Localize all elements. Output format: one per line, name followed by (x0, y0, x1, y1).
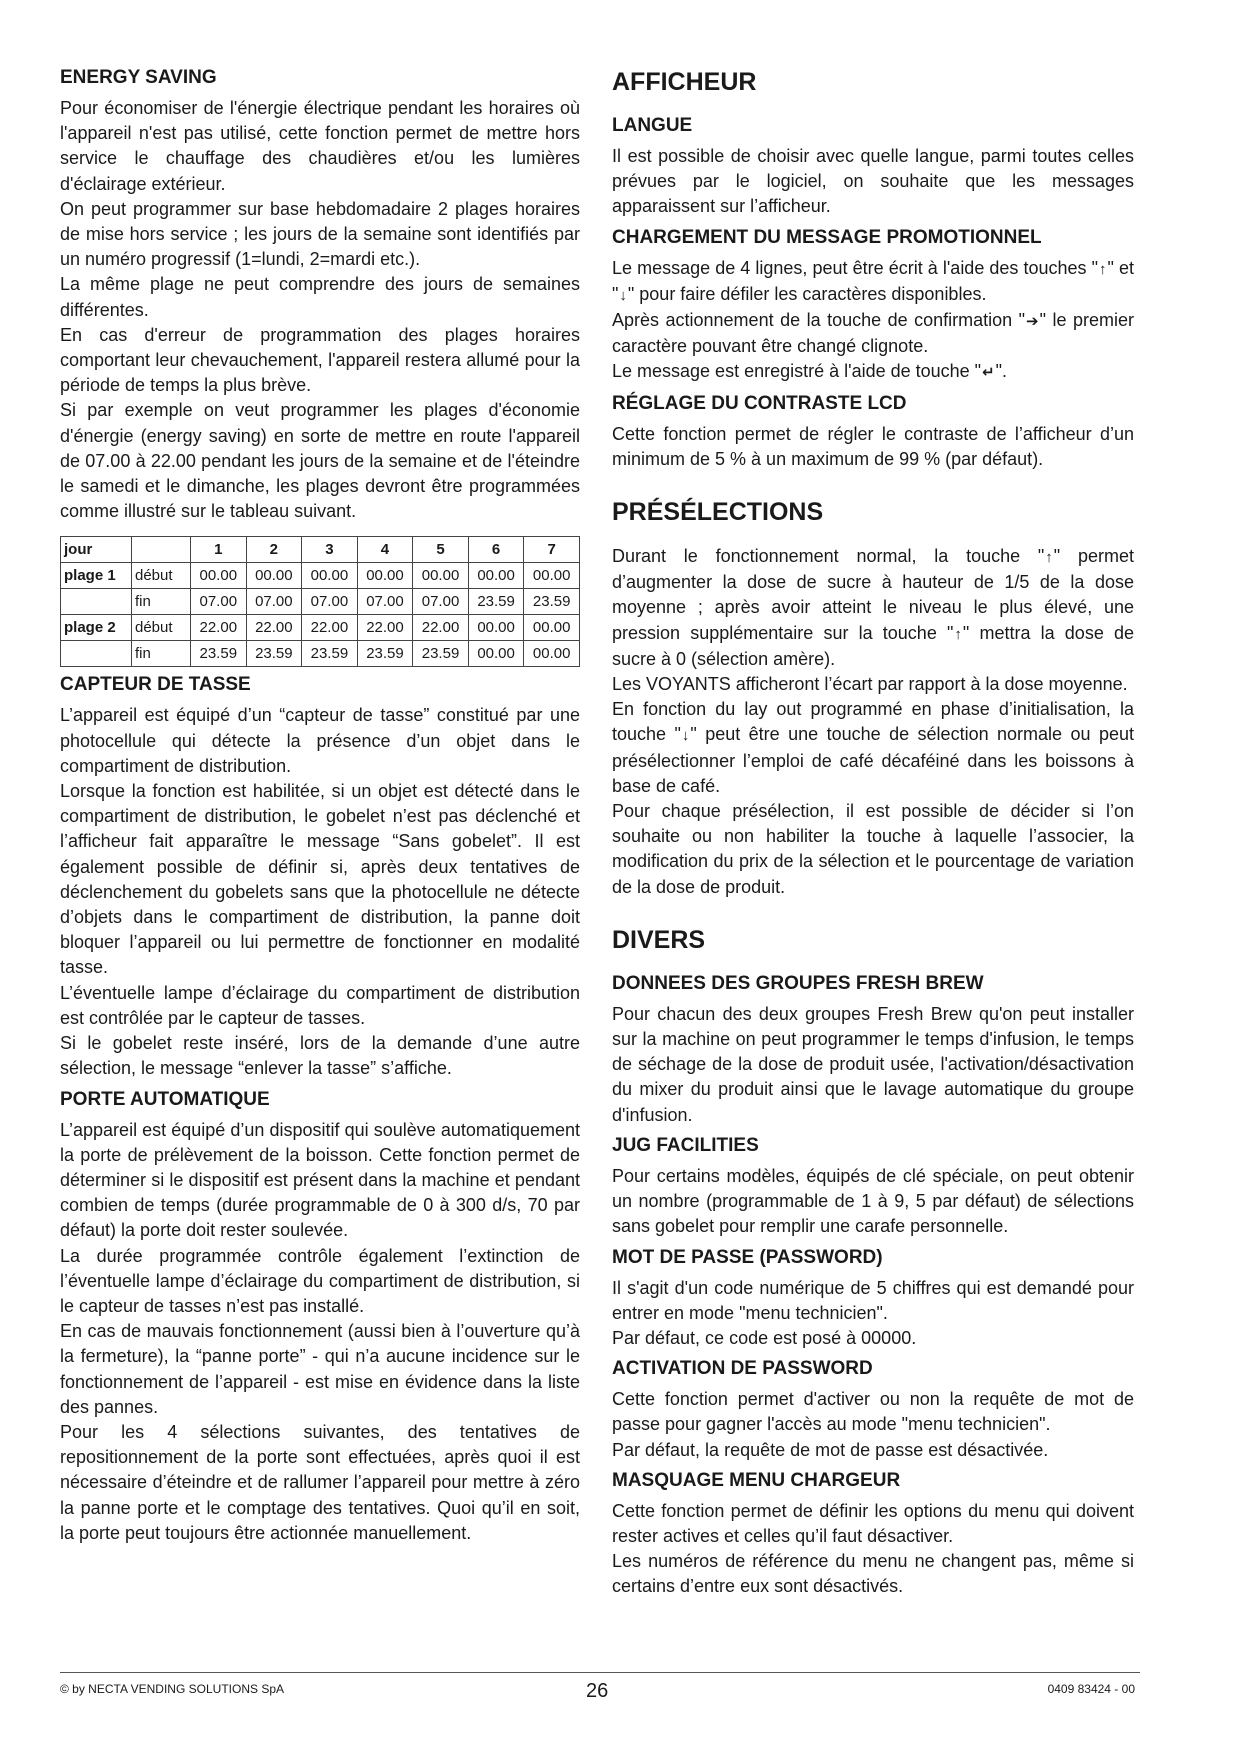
table-cell: 23.59 (191, 641, 247, 667)
table-cell: début (132, 563, 191, 589)
energy-saving-table (60, 536, 580, 667)
table-header-cell: 3 (302, 537, 358, 563)
table-cell: 23.59 (413, 641, 469, 667)
jug-p: Pour certains modèles, équipés de clé spéciale, on peut obtenir un nombre (programmable de 1 à 9, 5 par défaut) de sélections sans gobelet pour remplir une carafe personnelle. (612, 1165, 1134, 1237)
message-p2: Après actionnement de la touche de confirmation "➔" le premier caractère pouvant être changé clignote. (612, 310, 1134, 357)
table-header-cell: 1 (191, 537, 247, 563)
energy-saving-p4: En cas d'erreur de programmation des plages horaires comportant leur chevauchement, l'appareil restera allumé pour la période de temps la plus brève. (60, 324, 580, 396)
afficheur-title: AFFICHEUR (612, 68, 757, 96)
table-cell (61, 641, 132, 667)
table-cell: 07.00 (191, 589, 247, 615)
table-cell: 00.00 (246, 563, 302, 589)
langue-title: LANGUE (612, 115, 693, 136)
table-cell: 00.00 (524, 563, 580, 589)
message-p3: Le message est enregistré à l'aide de touche "↵". (612, 359, 1134, 385)
fresh-brew-title: DONNEES DES GROUPES FRESH BREW (612, 972, 984, 994)
porte-p2: La durée programmée contrôle également l’extinction de l’éventuelle lampe d’éclairage du compartiment de distribution, si le capteur de tasses n’est pas installé. (60, 1245, 580, 1316)
table-row (61, 615, 580, 641)
table-cell: 07.00 (302, 589, 358, 615)
table-cell: 00.00 (468, 641, 524, 667)
porte-p3: En cas de mauvais fonctionnement (aussi bien à l’ouverture qu’à la fermeture), la “panne porte” - qui n’a aucune incidence sur le fonctionnement de l’appareil - est mise en évidence dans la liste des pannes. (60, 1321, 580, 1417)
capteur-p4: Si le gobelet reste inséré, lors de la demande d’une autre sélection, le message “enlever la tasse” s’affiche. (60, 1033, 580, 1079)
table-cell: 00.00 (468, 563, 524, 589)
capteur-p2: Lorsque la fonction est habilitée, si un objet est détecté dans le compartiment de distribution, le gobelet n’est pas déclenché et l’afficheur fait apparaître le message “Sans gobelet”. Il est également possible de définir si, après deux tentatives de déclenchement du gobelets sans que la photocellule ne détecte d’objets dans le compartiment de distribution, la panne doit bloquer l’appareil ou lui permettre de fonctionner en modalité tasse. (60, 781, 580, 978)
table-header-cell: 4 (357, 537, 413, 563)
table-cell: 23.59 (524, 589, 580, 615)
arrow-down-icon: ↓ (681, 727, 690, 745)
arrow-up-icon: ↑ (954, 625, 962, 643)
fresh-brew-p: Pour chacun des deux groupes Fresh Brew qu'on peut installer sur la machine on peut programmer le temps d'infusion, le temps de séchage de la dose de produit usée, l'activation/désactivation du mixer du produit ainsi que le lavage automatique du groupe d'infusion. (612, 1003, 1134, 1125)
activation-password-p2: Par défaut, la requête de mot de passe est désactivée. (612, 1439, 1049, 1460)
password-title: MOT DE PASSE (PASSWORD) (612, 1246, 883, 1268)
table-cell: 22.00 (302, 615, 358, 641)
table-row (61, 563, 580, 589)
masquage-p2: Les numéros de référence du menu ne changent pas, même si certains d’entre eux sont désactivés. (612, 1551, 1134, 1597)
arrow-up-icon: ↑ (1045, 549, 1053, 567)
footer-divider (60, 1672, 1140, 1673)
document-code: 0409 83424 - 00 (1047, 1682, 1135, 1696)
energy-saving-title: ENERGY SAVING (60, 67, 217, 88)
table-header-cell (132, 537, 191, 563)
table-cell: 22.00 (191, 615, 247, 641)
table-row (61, 589, 580, 615)
preselections-p3: En fonction du lay out programmé en phase d’initialisation, la touche "↓" peut être une touche de sélection normale ou peut présélectionner l’emploi de café décaféiné dans les boissons à base de café. (612, 699, 1134, 796)
table-cell: fin (132, 589, 191, 615)
masquage-p1: Cette fonction permet de définir les options du menu qui doivent rester actives et celles qu’il faut désactiver. (612, 1500, 1134, 1546)
table-cell: début (132, 615, 191, 641)
confirm-arrow-icon: ➔ (1026, 313, 1039, 331)
capteur-title: CAPTEUR DE TASSE (60, 674, 251, 696)
left-column (60, 66, 580, 1546)
right-column (612, 66, 1134, 1600)
preselections-p2: Les VOYANTS afficheront l’écart par rapport à la dose moyenne. (612, 674, 1128, 695)
preselections-p1: Durant le fonctionnement normal, la touche "↑" permet d’augmenter la dose de sucre à hauteur de 1/5 de la dose moyenne ; après avoir atteint le niveau le plus élevé, une pression supplémentaire sur la touche "↑" mettra la dose de sucre à 0 (sélection amère). (612, 546, 1135, 669)
table-header-cell: 6 (468, 537, 524, 563)
table-cell: 07.00 (413, 589, 469, 615)
table-cell: 00.00 (524, 641, 580, 667)
table-cell: 23.59 (246, 641, 302, 667)
table-cell: 00.00 (191, 563, 247, 589)
table-header-cell: 2 (246, 537, 302, 563)
table-cell: plage 2 (61, 615, 132, 641)
porte-p4: Pour les 4 sélections suivantes, des tentatives de repositionnement de la porte sont effectuées, après quoi il est nécessaire d’éteindre et de rallumer l’appareil pour mettre à zéro la panne porte et le comptage des tentatives. Quoi qu’il en soit, la porte peut toujours être actionnée manuellement. (60, 1421, 580, 1543)
table-cell: 07.00 (357, 589, 413, 615)
energy-saving-p3: La même plage ne peut comprendre des jours de semaines différentes. (60, 274, 580, 320)
activation-password-p1: Cette fonction permet d'activer ou non la requête de mot de passe pour gagner l'accès au mode "menu technicien". (612, 1389, 1134, 1435)
message-title: CHARGEMENT DU MESSAGE PROMOTIONNEL (612, 226, 1042, 248)
langue-p: Il est possible de choisir avec quelle langue, parmi toutes celles prévues par le logiciel, on souhaite que les messages apparaissent sur l’afficheur. (612, 146, 1134, 217)
table-header-cell: jour (61, 537, 132, 563)
enter-arrow-icon: ↵ (982, 364, 995, 382)
contraste-title: RÉGLAGE DU CONTRASTE LCD (612, 392, 907, 414)
table-cell (61, 589, 132, 615)
jug-title: JUG FACILITIES (612, 1134, 759, 1156)
table-cell: 00.00 (357, 563, 413, 589)
energy-saving-p5: Si par exemple on veut programmer les plages d'économie d'énergie (energy saving) en sorte de mettre en route l'appareil de 07.00 à 22.00 pendant les jours de la semaine et de l'éteindre le samedi et le dimanche, les plages devront être programmées comme illustré sur le tableau suivant. (60, 400, 580, 522)
preselections-title: PRÉSÉLECTIONS (612, 498, 824, 527)
page-number: 26 (586, 1680, 609, 1702)
table-cell: 23.59 (468, 589, 524, 615)
table-cell: 00.00 (302, 563, 358, 589)
footer-copyright: © by NECTA VENDING SOLUTIONS SpA (60, 1682, 285, 1696)
table-cell: 22.00 (357, 615, 413, 641)
table-cell: fin (132, 641, 191, 667)
table-cell: 07.00 (246, 589, 302, 615)
table-row (61, 641, 580, 667)
table-cell: 00.00 (413, 563, 469, 589)
table-cell: 00.00 (524, 615, 580, 641)
password-p2: Par défaut, ce code est posé à 00000. (612, 1327, 917, 1348)
porte-p1: L’appareil est équipé d’un dispositif qui soulève automatiquement la porte de prélèvement de la boisson. Cette fonction permet de déterminer si le dispositif est présent dans la machine et pendant combien de temps (durée programmable de 0 à 300 d/s, 70 par défaut) la porte doit rester soulevée. (60, 1119, 580, 1241)
message-p1: Le message de 4 lignes, peut être écrit à l'aide des touches "↑" et "↓" pour faire défiler les caractères disponibles. (612, 256, 1134, 308)
divers-title: DIVERS (612, 925, 706, 954)
password-p1: Il s'agit d'un code numérique de 5 chiffres qui est demandé pour entrer en mode "menu technicien". (612, 1277, 1134, 1323)
preselections-p4: Pour chaque présélection, il est possible de décider si l’on souhaite ou non habiliter la touche à laquelle l’associer, la modification du prix de la sélection et le pourcentage de variation de la dose de produit. (612, 801, 1134, 897)
porte-title: PORTE AUTOMATIQUE (60, 1088, 270, 1110)
table-cell: 22.00 (246, 615, 302, 641)
capteur-p3: L’éventuelle lampe d’éclairage du compartiment de distribution est contrôlée par le capteur de tasses. (60, 982, 580, 1028)
table-header-cell: 5 (413, 537, 469, 563)
table-cell: 22.00 (413, 615, 469, 641)
table-cell: plage 1 (61, 563, 132, 589)
arrow-down-icon: ↓ (619, 286, 627, 304)
table-header-row (61, 537, 580, 563)
contraste-p: Cette fonction permet de régler le contraste de l’afficheur d’un minimum de 5 % à un maximum de 99 % (par défaut). (612, 423, 1134, 469)
energy-saving-p1: Pour économiser de l'énergie électrique pendant les horaires où l'appareil n'est pas utilisé, cette fonction permet de mettre hors service le chauffage des chaudières et/ou les lumières d'éclairage extérieur. (60, 98, 580, 194)
masquage-title: MASQUAGE MENU CHARGEUR (612, 1469, 901, 1491)
table-cell: 00.00 (468, 615, 524, 641)
table-header-cell: 7 (524, 537, 580, 563)
capteur-p1: L’appareil est équipé d’un “capteur de tasse” constitué par une photocellule qui détecte la présence d’un objet dans le compartiment de distribution. (60, 705, 580, 776)
arrow-up-icon: ↑ (1099, 260, 1107, 278)
activation-password-title: ACTIVATION DE PASSWORD (612, 1358, 873, 1380)
table-cell: 23.59 (357, 641, 413, 667)
table-cell: 23.59 (302, 641, 358, 667)
energy-saving-p2: On peut programmer sur base hebdomadaire 2 plages horaires de mise hors service ; les jours de la semaine sont identifiés par un numéro progressif (1=lundi, 2=mardi etc.). (60, 198, 580, 270)
